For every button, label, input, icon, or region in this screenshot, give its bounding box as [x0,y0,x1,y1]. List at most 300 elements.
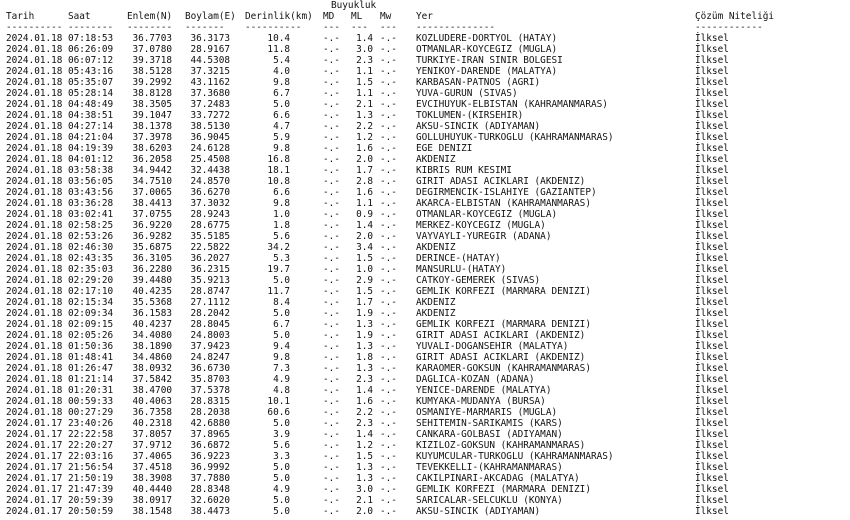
latitude-cell: 38.1548 [132,506,172,517]
ml-cell: 2.3 [356,418,373,429]
time-cell: 22:03:16 [68,451,114,462]
mw-cell: -.- [380,198,397,209]
ml-cell: 1.2 [356,132,373,143]
table-row [0,440,850,451]
time-cell: 01:20:31 [68,385,114,396]
md-cell: -.- [323,209,340,220]
ml-cell: 3.0 [356,484,373,495]
date-cell: 2024.01.18 [6,297,63,308]
solution-cell: İlksel [695,220,729,231]
location-cell: GEMLIK KORFEZI (MARMARA DENIZI) [416,484,591,495]
depth-cell: 6.6 [273,187,290,198]
depth-cell: 5.3 [273,253,290,264]
ml-cell: 0.9 [356,209,373,220]
solution-cell: İlksel [695,187,729,198]
longitude-cell: 28.2042 [190,308,230,319]
ml-cell: 1.5 [356,286,373,297]
md-cell: -.- [323,187,340,198]
ml-cell: 1.0 [356,264,373,275]
mw-cell: -.- [380,429,397,440]
longitude-cell: 28.2038 [190,407,230,418]
md-cell: -.- [323,231,340,242]
header-mw: Mw [380,11,392,22]
depth-cell: 5.9 [273,132,290,143]
location-cell: AKSU-SINCIK (ADIYAMAN) [416,506,541,517]
solution-cell: İlksel [695,176,729,187]
location-cell: SARICALAR-SELCUKLU (KONYA) [416,495,563,506]
depth-cell: 5.0 [273,506,290,517]
table-row [0,297,850,308]
time-cell: 07:18:53 [68,33,114,44]
location-cell: DERINCE-(HATAY) [416,253,501,264]
table-row [0,143,850,154]
depth-cell: 34.2 [267,242,290,253]
depth-cell: 6.6 [273,110,290,121]
latitude-cell: 36.2280 [132,264,172,275]
table-row [0,330,850,341]
ml-cell: 1.7 [356,165,373,176]
date-cell: 2024.01.18 [6,308,63,319]
mw-cell: -.- [380,396,397,407]
time-cell: 02:15:34 [68,297,114,308]
table-row [0,396,850,407]
longitude-cell: 36.2027 [190,253,230,264]
longitude-cell: 28.8315 [190,396,230,407]
date-cell: 2024.01.18 [6,363,63,374]
depth-cell: 5.4 [273,55,290,66]
ml-cell: 1.3 [356,363,373,374]
longitude-cell: 36.6872 [190,440,230,451]
time-cell: 01:48:41 [68,352,114,363]
date-cell: 2024.01.18 [6,121,63,132]
mw-cell: -.- [380,209,397,220]
md-cell: -.- [323,165,340,176]
longitude-cell: 28.8045 [190,319,230,330]
time-cell: 04:48:49 [68,99,114,110]
location-cell: OSMANIYE-MARMARIS (MUGLA) [416,407,558,418]
latitude-cell: 40.4063 [132,396,172,407]
date-cell: 2024.01.18 [6,209,63,220]
location-cell: KARBASAN-PATNOS (AGRI) [416,77,541,88]
md-cell: -.- [323,66,340,77]
date-cell: 2024.01.18 [6,396,63,407]
latitude-cell: 40.4237 [132,319,172,330]
ml-cell: 1.9 [356,330,373,341]
time-cell: 00:27:29 [68,407,114,418]
latitude-cell: 36.9220 [132,220,172,231]
md-cell: -.- [323,451,340,462]
time-cell: 20:50:59 [68,506,114,517]
mw-cell: -.- [380,143,397,154]
ml-cell: 2.0 [356,231,373,242]
md-cell: -.- [323,341,340,352]
mw-cell: -.- [380,176,397,187]
ml-cell: 1.3 [356,462,373,473]
location-cell: YUVA-GURUN (SIVAS) [416,88,518,99]
latitude-cell: 39.1047 [132,110,172,121]
table-row [0,495,850,506]
date-cell: 2024.01.17 [6,484,63,495]
mw-cell: -.- [380,341,397,352]
date-cell: 2024.01.18 [6,154,63,165]
solution-cell: İlksel [695,330,729,341]
time-cell: 05:35:07 [68,77,114,88]
depth-cell: 1.8 [273,220,290,231]
table-row [0,264,850,275]
time-cell: 02:46:30 [68,242,114,253]
date-cell: 2024.01.17 [6,440,63,451]
solution-cell: İlksel [695,363,729,374]
md-cell: -.- [323,308,340,319]
mw-cell: -.- [380,297,397,308]
table-row [0,352,850,363]
table-row [0,154,850,165]
ml-cell: 2.2 [356,121,373,132]
latitude-cell: 38.3505 [132,99,172,110]
date-cell: 2024.01.18 [6,242,63,253]
longitude-cell: 36.2315 [190,264,230,275]
table-row [0,319,850,330]
mw-cell: -.- [380,352,397,363]
time-cell: 20:59:39 [68,495,114,506]
location-cell: MERKEZ-KOYCEGIZ (MUGLA) [416,220,546,231]
mw-cell: -.- [380,451,397,462]
ml-cell: 1.4 [356,220,373,231]
date-cell: 2024.01.17 [6,462,63,473]
ml-cell: 1.2 [356,440,373,451]
table-row [0,165,850,176]
time-cell: 03:58:38 [68,165,114,176]
separator-ml: --- [351,22,368,33]
md-cell: -.- [323,220,340,231]
table-row [0,308,850,319]
longitude-cell: 36.6730 [190,363,230,374]
latitude-cell: 38.4700 [132,385,172,396]
md-cell: -.- [323,374,340,385]
depth-cell: 9.4 [273,341,290,352]
time-cell: 06:26:09 [68,44,114,55]
date-cell: 2024.01.18 [6,33,63,44]
depth-cell: 9.8 [273,198,290,209]
mw-cell: -.- [380,253,397,264]
mw-cell: -.- [380,484,397,495]
depth-cell: 5.0 [273,418,290,429]
time-cell: 03:36:28 [68,198,114,209]
ml-cell: 1.3 [356,110,373,121]
ml-cell: 1.4 [356,385,373,396]
depth-cell: 18.1 [267,165,290,176]
longitude-cell: 32.4438 [190,165,230,176]
location-cell: KARAOMER-GOKSUN (KAHRAMANMARAS) [416,363,591,374]
ml-cell: 1.4 [356,429,373,440]
date-cell: 2024.01.17 [6,495,63,506]
md-cell: -.- [323,286,340,297]
longitude-cell: 36.9045 [190,132,230,143]
longitude-cell: 24.6128 [190,143,230,154]
latitude-cell: 37.0780 [132,44,172,55]
date-cell: 2024.01.18 [6,341,63,352]
date-cell: 2024.01.18 [6,319,63,330]
table-row [0,418,850,429]
solution-cell: İlksel [695,55,729,66]
time-cell: 21:50:19 [68,473,114,484]
time-cell: 23:40:26 [68,418,114,429]
mw-cell: -.- [380,231,397,242]
mw-cell: -.- [380,506,397,517]
separator-solution: ------------ [695,22,763,33]
solution-cell: İlksel [695,506,729,517]
time-cell: 00:59:33 [68,396,114,407]
mw-cell: -.- [380,495,397,506]
mw-cell: -.- [380,385,397,396]
time-cell: 01:50:36 [68,341,114,352]
md-cell: -.- [323,506,340,517]
ml-cell: 3.4 [356,242,373,253]
ml-cell: 2.8 [356,176,373,187]
table-row [0,429,850,440]
md-cell: -.- [323,176,340,187]
depth-cell: 1.0 [273,209,290,220]
depth-cell: 9.8 [273,352,290,363]
latitude-cell: 37.5842 [132,374,172,385]
location-cell: TOKLUMEN-(KIRSEHIR) [416,110,524,121]
time-cell: 02:43:35 [68,253,114,264]
latitude-cell: 39.4480 [132,275,172,286]
table-row [0,473,850,484]
latitude-cell: 38.3908 [132,473,172,484]
location-cell: GOLLUHUYUK-TURKOGLU (KAHRAMANMARAS) [416,132,614,143]
ml-cell: 1.6 [356,187,373,198]
location-cell: AKARCA-ELBISTAN (KAHRAMANMARAS) [416,198,591,209]
mw-cell: -.- [380,308,397,319]
date-cell: 2024.01.18 [6,374,63,385]
ml-cell: 2.3 [356,374,373,385]
mw-cell: -.- [380,473,397,484]
depth-cell: 4.0 [273,66,290,77]
table-row [0,253,850,264]
table-row [0,451,850,462]
location-cell: GEMLIK KORFEZI (MARMARA DENIZI) [416,319,591,330]
time-cell: 22:22:58 [68,429,114,440]
latitude-cell: 38.5128 [132,66,172,77]
depth-cell: 10.8 [267,176,290,187]
time-cell: 21:56:54 [68,462,114,473]
longitude-cell: 36.3173 [190,33,230,44]
location-cell: KIBRIS RUM KESIMI [416,165,512,176]
date-cell: 2024.01.18 [6,385,63,396]
latitude-cell: 36.7703 [132,33,172,44]
header-ml: ML [351,11,363,22]
solution-cell: İlksel [695,286,729,297]
location-cell: TURKIYE-IRAN SINIR BOLGESI [416,55,563,66]
location-cell: YENIKOY-DARENDE (MALATYA) [416,66,558,77]
location-cell: OTMANLAR-KOYCEGIZ (MUGLA) [416,44,558,55]
table-row [0,55,850,66]
mw-cell: -.- [380,264,397,275]
latitude-cell: 37.4518 [132,462,172,473]
ml-cell: 2.1 [356,495,373,506]
mw-cell: -.- [380,165,397,176]
location-cell: OTMANLAR-KOYCEGIZ (MUGLA) [416,209,558,220]
separator-md: --- [323,22,340,33]
solution-cell: İlksel [695,429,729,440]
time-cell: 02:58:25 [68,220,114,231]
depth-cell: 4.9 [273,484,290,495]
ml-cell: 1.5 [356,77,373,88]
location-cell: GIRIT ADASI ACIKLARI (AKDENIZ) [416,352,586,363]
md-cell: -.- [323,363,340,374]
latitude-cell: 37.4065 [132,451,172,462]
date-cell: 2024.01.18 [6,55,63,66]
latitude-cell: 38.6203 [132,143,172,154]
latitude-cell: 40.4235 [132,286,172,297]
separator-depth: ---------- [245,22,302,33]
time-cell: 03:43:56 [68,187,114,198]
md-cell: -.- [323,88,340,99]
ml-cell: 1.7 [356,297,373,308]
table-row [0,66,850,77]
solution-cell: İlksel [695,88,729,99]
mw-cell: -.- [380,286,397,297]
md-cell: -.- [323,418,340,429]
location-cell: KOZLUDERE-DORTYOL (HATAY) [416,33,558,44]
table-row [0,462,850,473]
time-cell: 01:21:14 [68,374,114,385]
md-cell: -.- [323,495,340,506]
md-cell: -.- [323,99,340,110]
mw-cell: -.- [380,33,397,44]
depth-cell: 8.4 [273,297,290,308]
latitude-cell: 34.4860 [132,352,172,363]
md-cell: -.- [323,110,340,121]
date-cell: 2024.01.18 [6,66,63,77]
longitude-cell: 35.9213 [190,275,230,286]
md-cell: -.- [323,440,340,451]
header-solution: Çözüm Niteliği [695,11,775,22]
date-cell: 2024.01.18 [6,176,63,187]
date-cell: 2024.01.18 [6,330,63,341]
event-rows [0,33,850,517]
longitude-cell: 37.9423 [190,341,230,352]
separator-longitude: ------- [185,22,225,33]
longitude-cell: 28.9167 [190,44,230,55]
solution-cell: İlksel [695,33,729,44]
longitude-cell: 28.8747 [190,286,230,297]
latitude-cell: 36.9282 [132,231,172,242]
md-cell: -.- [323,396,340,407]
latitude-cell: 37.0065 [132,187,172,198]
ml-cell: 1.3 [356,319,373,330]
ml-cell: 2.0 [356,154,373,165]
md-cell: -.- [323,264,340,275]
separator-mw: --- [380,22,397,33]
latitude-cell: 35.6875 [132,242,172,253]
table-row [0,231,850,242]
mw-cell: -.- [380,66,397,77]
ml-cell: 2.9 [356,275,373,286]
longitude-cell: 43.1162 [190,77,230,88]
latitude-cell: 40.4440 [132,484,172,495]
table-row [0,385,850,396]
longitude-cell: 32.6020 [190,495,230,506]
solution-cell: İlksel [695,462,729,473]
time-cell: 02:29:20 [68,275,114,286]
date-cell: 2024.01.18 [6,77,63,88]
solution-cell: İlksel [695,44,729,55]
depth-cell: 10.1 [267,396,290,407]
ml-cell: 2.0 [356,506,373,517]
depth-cell: 3.3 [273,451,290,462]
depth-cell: 5.0 [273,99,290,110]
longitude-cell: 22.5822 [190,242,230,253]
latitude-cell: 34.7510 [132,176,172,187]
location-cell: TEVEKKELLI-(KAHRAMANMARAS) [416,462,563,473]
solution-cell: İlksel [695,407,729,418]
depth-cell: 9.8 [273,77,290,88]
separator-latitude: -------- [127,22,173,33]
date-cell: 2024.01.17 [6,418,63,429]
md-cell: -.- [323,253,340,264]
solution-cell: İlksel [695,418,729,429]
time-cell: 04:01:12 [68,154,114,165]
solution-cell: İlksel [695,165,729,176]
md-cell: -.- [323,55,340,66]
table-row [0,286,850,297]
longitude-cell: 25.4508 [190,154,230,165]
ml-cell: 1.9 [356,308,373,319]
depth-cell: 19.7 [267,264,290,275]
depth-cell: 5.0 [273,330,290,341]
location-cell: CAKILPINARI-AKCADAG (MALATYA) [416,473,580,484]
solution-cell: İlksel [695,440,729,451]
mw-cell: -.- [380,440,397,451]
md-cell: -.- [323,319,340,330]
date-cell: 2024.01.18 [6,44,63,55]
time-cell: 06:07:12 [68,55,114,66]
header-location: Yer [416,11,433,22]
depth-cell: 7.3 [273,363,290,374]
latitude-cell: 38.1890 [132,341,172,352]
longitude-cell: 36.9223 [190,451,230,462]
latitude-cell: 36.3105 [132,253,172,264]
solution-cell: İlksel [695,396,729,407]
mw-cell: -.- [380,330,397,341]
latitude-cell: 37.0755 [132,209,172,220]
solution-cell: İlksel [695,132,729,143]
longitude-cell: 37.3032 [190,198,230,209]
longitude-cell: 36.6270 [190,187,230,198]
ml-cell: 1.6 [356,143,373,154]
time-cell: 03:02:41 [68,209,114,220]
md-cell: -.- [323,275,340,286]
solution-cell: İlksel [695,264,729,275]
mw-cell: -.- [380,319,397,330]
location-cell: AKSU-SINCIK (ADIYAMAN) [416,121,541,132]
depth-cell: 5.0 [273,462,290,473]
separator-row [0,22,850,33]
depth-cell: 5.0 [273,275,290,286]
time-cell: 02:35:03 [68,264,114,275]
md-cell: -.- [323,132,340,143]
ml-cell: 1.3 [356,473,373,484]
header-row [0,0,850,22]
longitude-cell: 28.9243 [190,209,230,220]
table-row [0,363,850,374]
time-cell: 02:09:34 [68,308,114,319]
longitude-cell: 38.5130 [190,121,230,132]
md-cell: -.- [323,484,340,495]
header-depth: Derinlik(km) [245,11,313,22]
